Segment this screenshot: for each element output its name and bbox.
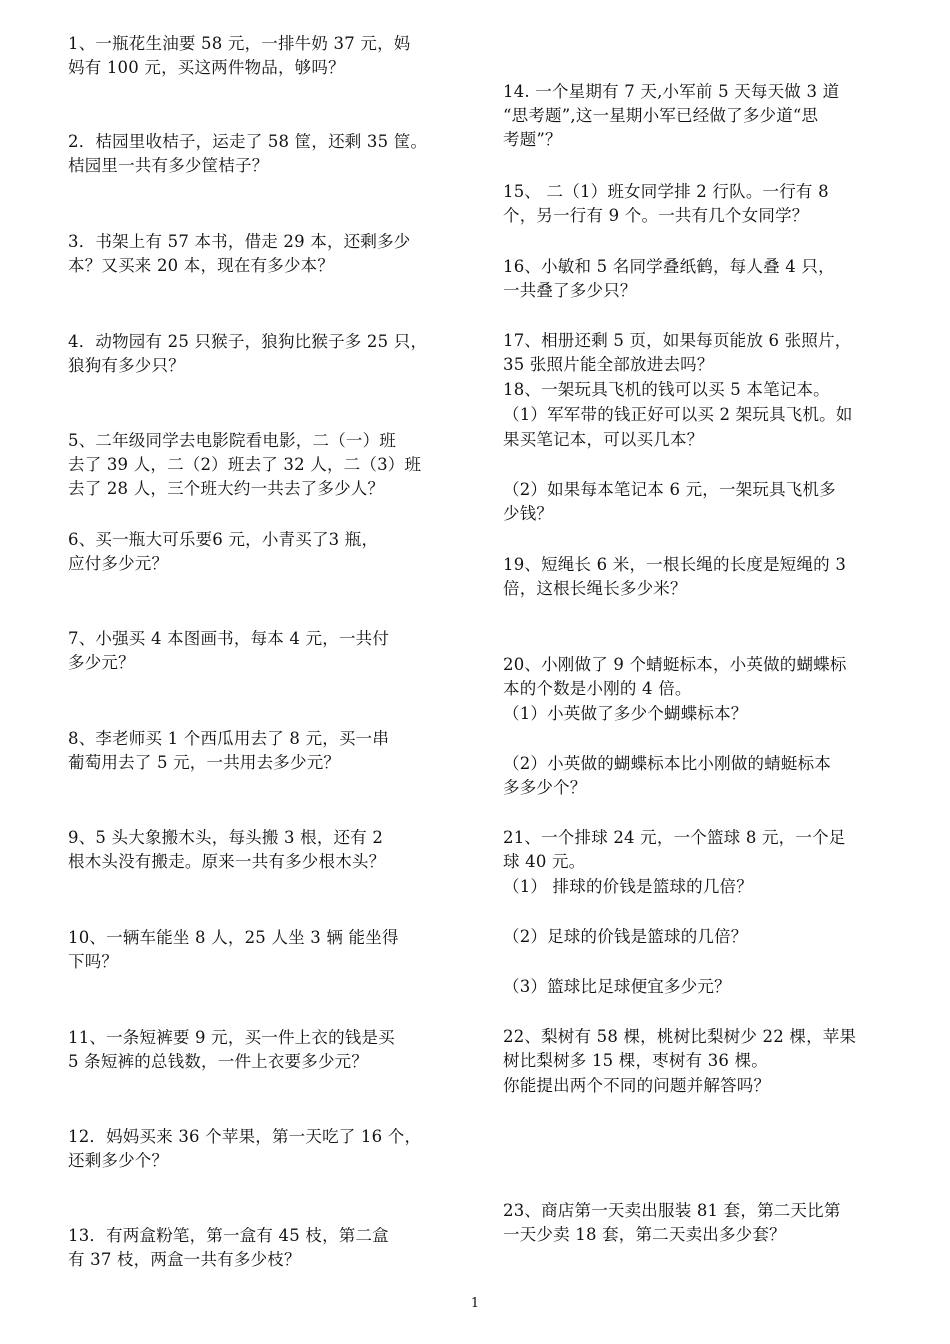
- problem-line: 桔园里一共有多少筐桔子？: [68, 156, 269, 175]
- problem-line: 7、小强买 4 本图画书，每本 4 元，一共付: [68, 629, 390, 648]
- problem-line: （1）军军带的钱正好可以买 2 架玩具飞机。如: [503, 405, 853, 424]
- problem-line: 2．桔园里收桔子，运走了 58 筐，还剩 35 筐。: [68, 132, 428, 151]
- problem-line: 16、小敏和 5 名同学叠纸鹤，每人叠 4 只，: [503, 257, 835, 276]
- problem-line: （2）足球的价钱是篮球的几倍？: [503, 927, 748, 946]
- problem-line: 3．书架上有 57 本书，借走 29 本，还剩多少: [68, 232, 411, 251]
- problem-line: 10、一辆车能坐 8 人，25 人坐 3 辆 能坐得: [68, 928, 399, 947]
- problem-line: 下吗？: [68, 952, 119, 971]
- problem-line: 22、梨树有 58 棵，桃树比梨树少 22 棵，苹果: [503, 1027, 857, 1046]
- problem-line: 一共叠了多少只？: [503, 281, 637, 300]
- problem-line: （2）小英做的蝴蝶标本比小刚做的蜻蜓标本: [503, 754, 831, 773]
- problem-line: 18、一架玩具飞机的钱可以买 5 本笔记本。: [503, 380, 830, 399]
- problem-line: 根木头没有搬走。原来一共有多少根木头？: [68, 852, 386, 871]
- problem-line: 树比梨树多 15 棵，枣树有 36 棵。: [503, 1051, 768, 1070]
- problem-line: 20、小刚做了 9 个蜻蜓标本，小英做的蝴蝶标: [503, 655, 847, 674]
- problem-line: （3）篮球比足球便宜多少元？: [503, 977, 731, 996]
- problem-line: 去了 28 人，三个班大约一共去了多少人？: [68, 479, 385, 498]
- problem-line: 1、一瓶花生油要 58 元，一排牛奶 37 元，妈: [68, 34, 411, 53]
- problem-line: 多多少个？: [503, 778, 587, 797]
- problem-line: 本？又买来 20 本，现在有多少本？: [68, 256, 335, 275]
- problem-line: 35 张照片能全部放进去吗？: [503, 355, 714, 374]
- problem-line: 15、 二（1）班女同学排 2 行队。一行有 8: [503, 182, 829, 201]
- problem-line: 8、李老师买 1 个西瓜用去了 8 元，买一串: [68, 729, 390, 748]
- problem-line: 4．动物园有 25 只猴子，狼狗比猴子多 25 只，: [68, 332, 428, 351]
- problem-line: 19、短绳长 6 米，一根长绳的长度是短绳的 3: [503, 555, 847, 574]
- problem-line: 一天少卖 18 套，第二天卖出多少套？: [503, 1225, 786, 1244]
- problem-line: 9、5 头大象搬木头，每头搬 3 根，还有 2: [68, 828, 384, 847]
- problem-line: 狼狗有多少只？: [68, 356, 185, 375]
- problem-line: “思考题”,这一星期小军已经做了多少道“思: [503, 106, 819, 125]
- problem-line: 11、一条短裤要 9 元，买一件上衣的钱是买: [68, 1028, 395, 1047]
- problem-line: 有 37 枝，两盒一共有多少枝？: [68, 1250, 301, 1269]
- problem-line: （2）如果每本笔记本 6 元，一架玩具飞机多: [503, 480, 836, 499]
- problem-line: 个，另一行有 9 个。一共有几个女同学？: [503, 206, 809, 225]
- problem-line: 12．妈妈买来 36 个苹果，第一天吃了 16 个，: [68, 1127, 422, 1146]
- problem-line: 应付多少元？: [68, 554, 169, 573]
- problem-line: 6、买一瓶大可乐要6 元，小青买了3 瓶，: [68, 530, 379, 549]
- problem-line: 妈有 100 元，买这两件物品，够吗？: [68, 58, 345, 77]
- problem-line: 你能提出两个不同的问题并解答吗？: [503, 1076, 771, 1095]
- problem-line: 5 条短裤的总钱数，一件上衣要多少元？: [68, 1052, 369, 1071]
- problem-line: 少钱？: [503, 504, 554, 523]
- problem-line: 14. 一个星期有 7 天,小军前 5 天每天做 3 道: [503, 82, 840, 101]
- problem-line: （1） 排球的价钱是篮球的几倍？: [503, 877, 753, 896]
- problem-line: 果买笔记本，可以买几本？: [503, 430, 704, 449]
- problem-line: 去了 39 人，二（2）班去了 32 人，二（3）班: [68, 455, 422, 474]
- problem-line: 23、商店第一天卖出服装 81 套，第二天比第: [503, 1201, 841, 1220]
- problem-line: 球 40 元。: [503, 852, 586, 871]
- problem-line: 考题”？: [503, 130, 562, 149]
- problem-line: 17、相册还剩 5 页，如果每页能放 6 张照片，: [503, 331, 852, 350]
- problem-line: 还剩多少个？: [68, 1151, 169, 1170]
- page-number: 1: [470, 1296, 480, 1311]
- problem-line: 5、二年级同学去电影院看电影，二（一）班: [68, 431, 396, 450]
- problem-line: （1）小英做了多少个蝴蝶标本？: [503, 704, 748, 723]
- problem-line: 本的个数是小刚的 4 倍。: [503, 679, 692, 698]
- problem-line: 21、一个排球 24 元，一个篮球 8 元，一个足: [503, 828, 846, 847]
- problem-line: 多少元？: [68, 653, 135, 672]
- problem-line: 倍，这根长绳长多少米？: [503, 579, 687, 598]
- problem-line: 葡萄用去了 5 元，一共用去多少元？: [68, 753, 341, 772]
- problem-line: 13．有两盒粉笔，第一盒有 45 枝，第二盒: [68, 1226, 389, 1245]
